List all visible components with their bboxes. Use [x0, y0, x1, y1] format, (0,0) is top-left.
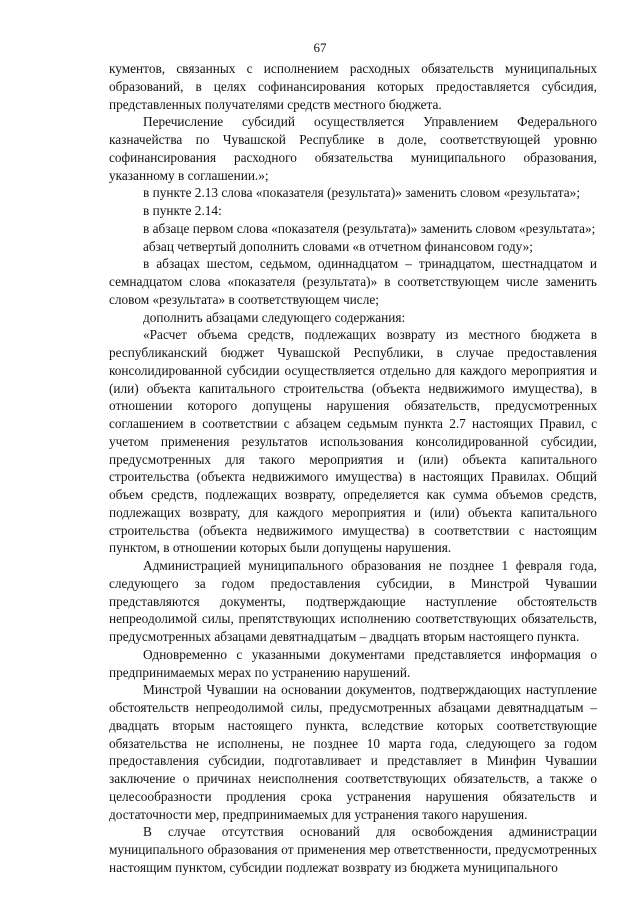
page-number: 67	[313, 40, 327, 55]
paragraph: в пункте 2.13 слова «показателя (результата)» заменить словом «результата»;	[143, 185, 581, 201]
paragraph: абзац четвертый дополнить словами «в отчетном финансовом году»;	[143, 238, 533, 254]
paragraph: В случае отсутствия оснований для освобождения администрации муниципального образования от применения мер ответственности, предусмотренных настоящим пунктом, субсидии подлежат возврату из бюджета муниципального	[109, 824, 597, 875]
paragraph: дополнить абзацами следующего содержания:	[143, 309, 406, 325]
paragraph: Администрацией муниципального образования не позднее 1 февраля года, следующего за годом предоставления субсидии, в Минстрой Чувашии представляются документы, подтверждающие наступление обстоятельств непреодолимой силы, препятствующих исполнению соответствующих обязательств, предусмотренных абзацами девятнадцатым – двадцать вторым настоящего пункта.	[109, 558, 597, 644]
paragraph: в абзацах шестом, седьмом, одиннадцатом – тринадцатом, шестнадцатом и семнадцатом слова «показателя (результата)» в соответствующем числе заменить словом «результата» в соответствующем числе;	[109, 256, 597, 307]
paragraph: кументов, связанных с исполнением расходных обязательств муниципальных образований, в целях софинансирования которых предоставляется субсидия, представленных получателями средств местного бюджета.	[109, 61, 597, 112]
paragraph: Минстрой Чувашии на основании документов, подтверждающих наступление обстоятельств непреодолимой силы, предусмотренных абзацами девятнадцатым – двадцать вторым настоящего пункта, вследствие которых соответствующие обязательства не исполнены, не позднее 10 марта года, следующего за годом предоставления субсидии, подготавливает и представляет в Минфин Чувашии заключение о причинах неисполнения соответствующих обязательств, а также о целесообразности продления срока устранения нарушения обязательств и достаточности мер, предпринимаемых для устранения такого нарушения.	[109, 682, 597, 822]
paragraph: в пункте 2.14:	[143, 203, 222, 218]
paragraph: «Расчет объема средств, подлежащих возврату из местного бюджета в республиканский бюджет Чувашской Республики, в случае предоставления консолидированной субсидии осуществляется отдельно для каждого мероприятия и (или) объекта капитального строительства (объекта недвижимого имущества), в отношении которого допущены нарушения обязательств, предусмотренных соглашением в соответствии с абзацем седьмым пункта 2.7 настоящих Правил, с учетом применения результатов использования консолидированной субсидии, предусмотренных для такого мероприятия и (или) объекта капитального строительства (объекта недвижимого имущества) в настоящих Правилах. Общий объем средств, подлежащих возврату, определяется как сумма объемов средств, подлежащих возврату, для каждого мероприятия и (или) объекта капитального строительства (объекта недвижимого имущества) в соответствии с настоящим пунктом, в отношении которых были допущены нарушения.	[109, 327, 597, 556]
paragraph: Одновременно с указанными документами представляется информация о предпринимаемых мерах по устранению нарушений.	[109, 646, 597, 680]
document-body	[109, 60, 597, 877]
paragraph: Перечисление субсидий осуществляется Управлением Федерального казначейства по Чувашской Республике в доле, соответствующей уровню софинансирования расходного обязательства муниципального образования, указанному в соглашении.»;	[109, 114, 597, 183]
paragraph: в абзаце первом слова «показателя (результата)» заменить словом «результата»;	[143, 220, 596, 236]
